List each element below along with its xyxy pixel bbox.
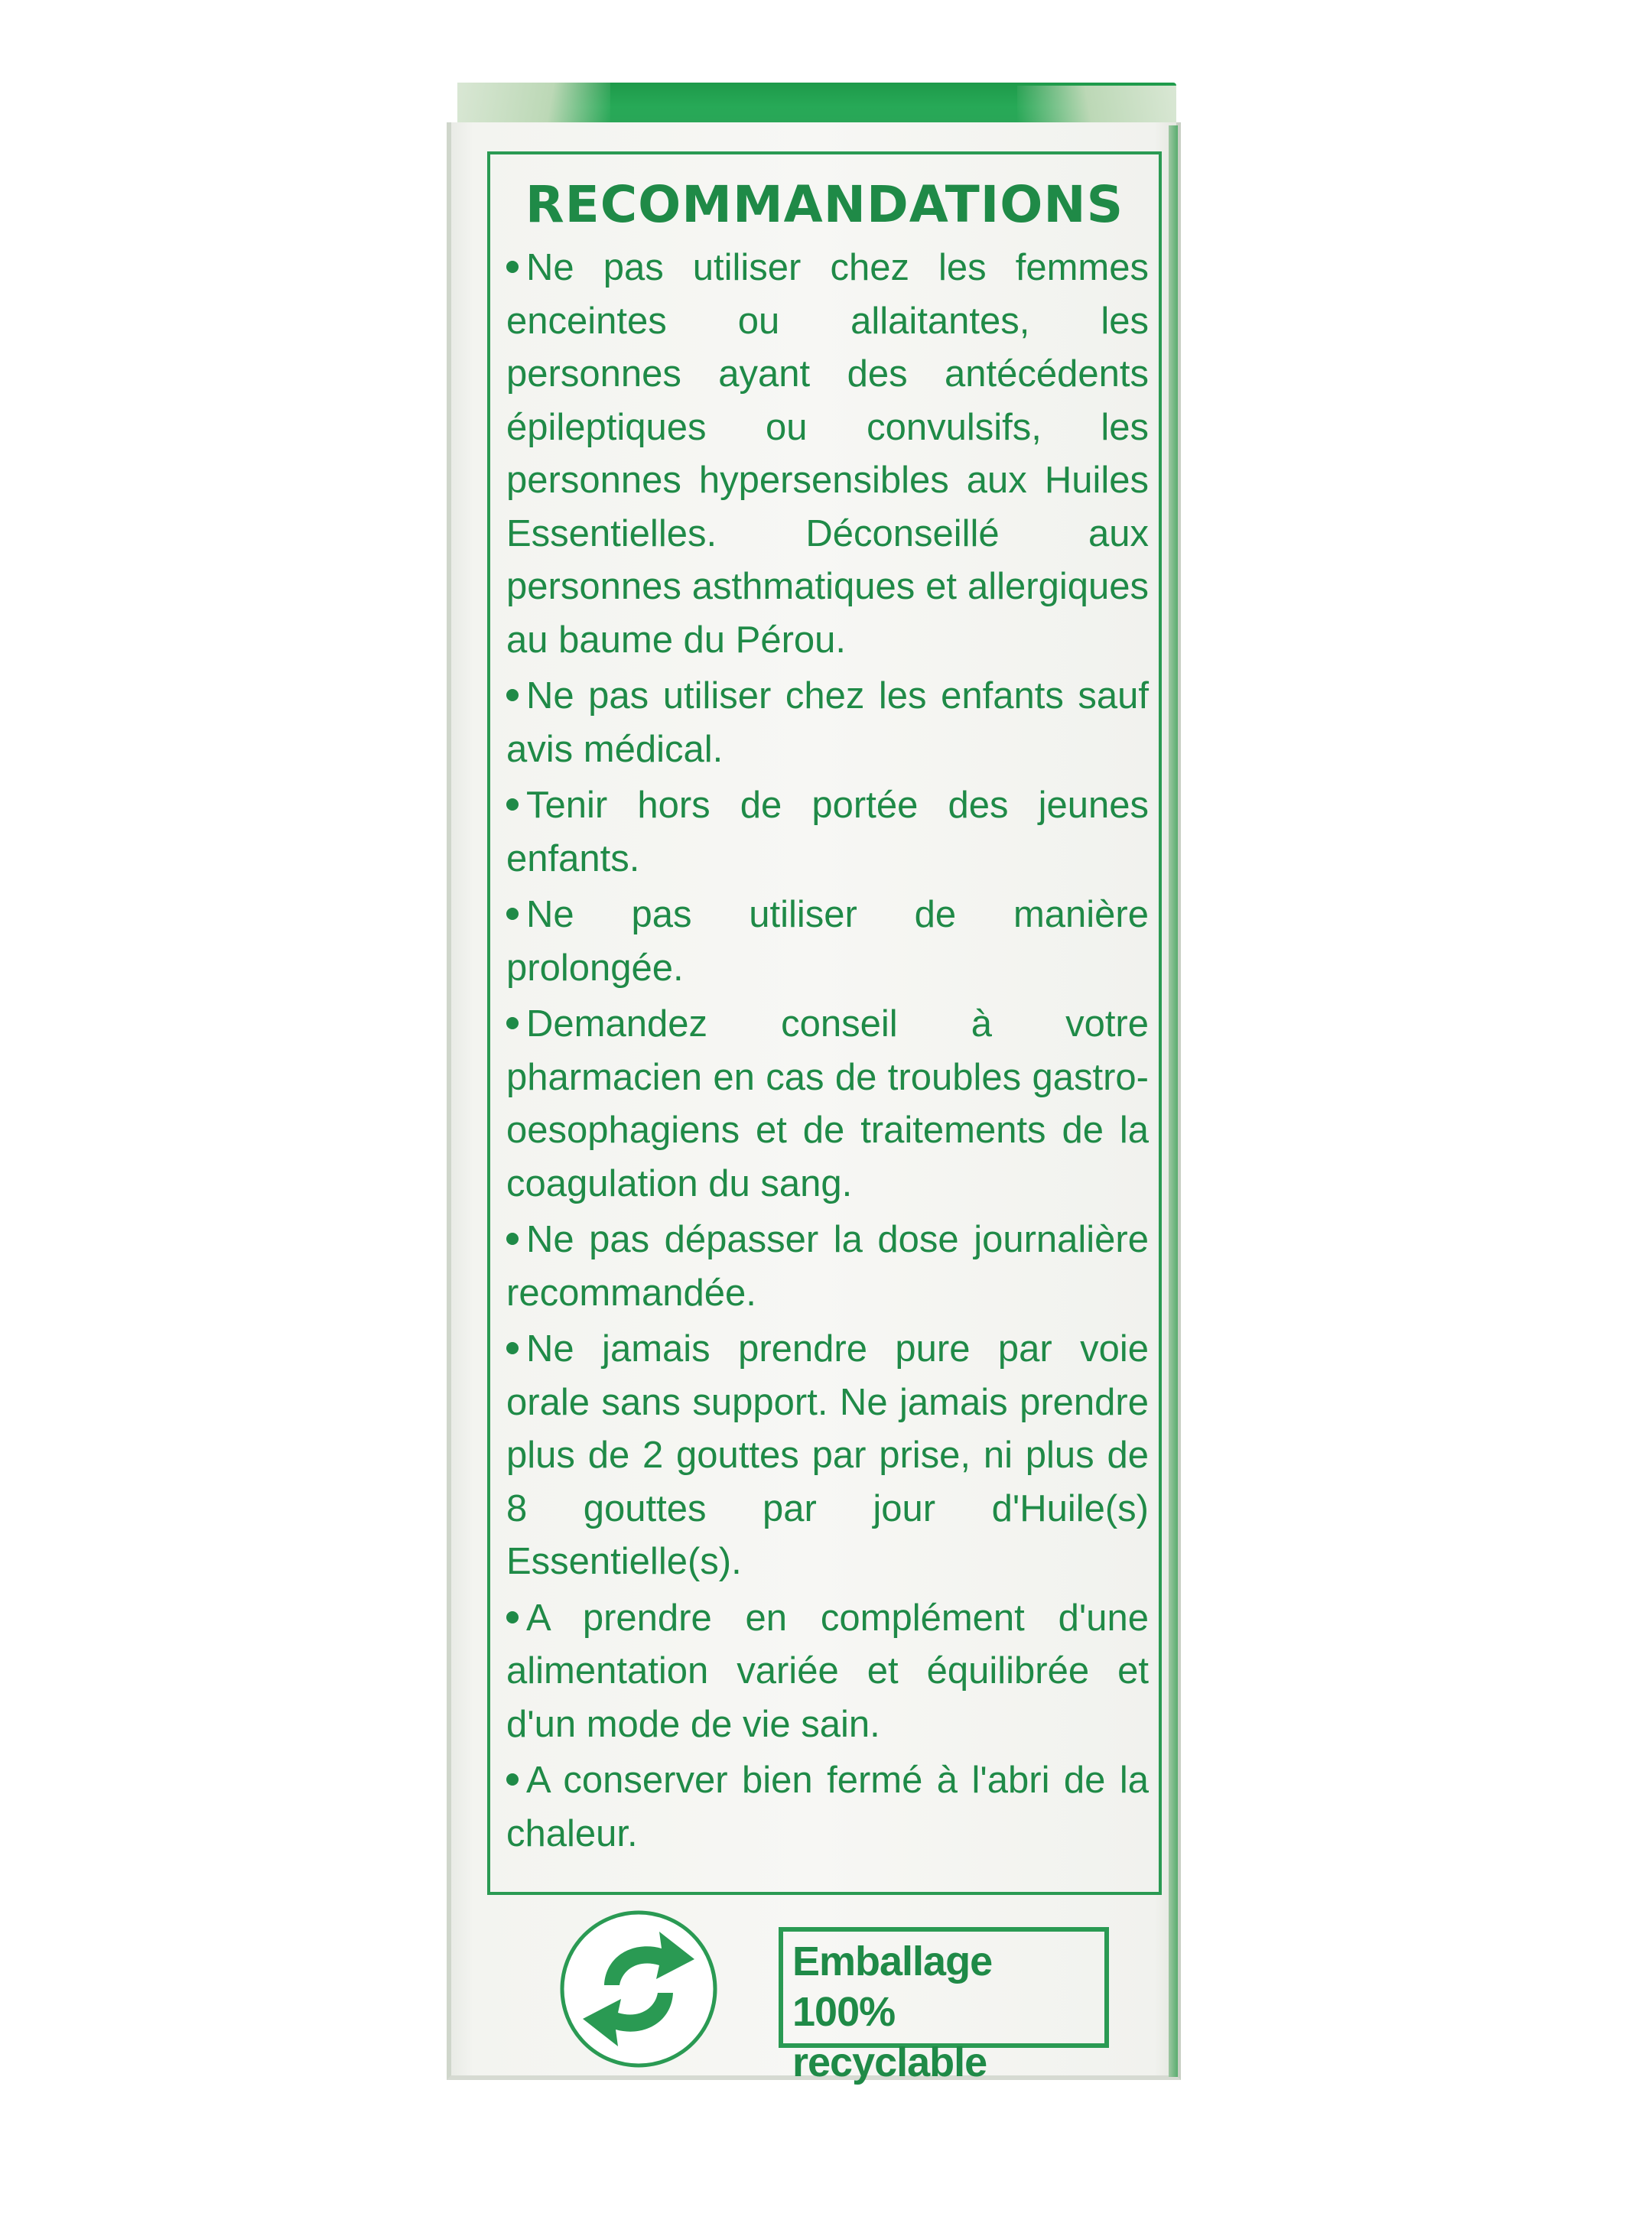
bullet-icon xyxy=(506,261,519,273)
recommendation-item xyxy=(506,779,1149,886)
recommendation-text: Ne jamais prendre pure par voie orale sans support. Ne jamais prendre plus de 2 gouttes par prise, ni plus de 8 gouttes par jour d'Huile(s) Essentielle(s). xyxy=(506,1328,1149,1582)
bullet-icon xyxy=(506,1017,519,1029)
recommendation-item xyxy=(506,242,1149,667)
recycling-label-line1: Emballage xyxy=(792,1939,993,1984)
bullet-icon xyxy=(506,798,519,811)
recommendation-item xyxy=(506,998,1149,1211)
recommendation-item xyxy=(506,1592,1149,1752)
recommendation-text: Demandez conseil à votre pharmacien en cas de troubles gastro-oesophagiens et de traitements de la coagulation du sang. xyxy=(506,1003,1149,1204)
recommendation-item xyxy=(506,1214,1149,1320)
recommendation-text: A conserver bien fermé à l'abri de la chaleur. xyxy=(506,1760,1149,1854)
box-right-edge xyxy=(1169,125,1178,2077)
recommendation-text: Tenir hors de portée des jeunes enfants. xyxy=(506,785,1149,879)
recommendation-text: Ne pas utiliser de manière prolongée. xyxy=(506,894,1149,989)
recommendation-text: Ne pas utiliser chez les enfants sauf avis médical. xyxy=(506,675,1149,770)
box-top-flap-highlight-right xyxy=(1017,86,1176,124)
recommendations-list xyxy=(506,242,1149,1864)
recommendation-text: A prendre en complément d'une alimentation variée et équilibrée et d'un mode de vie sain. xyxy=(506,1597,1149,1745)
recommendation-text: Ne pas utiliser chez les femmes enceintes ou allaitantes, les personnes ayant des antécédents épileptiques ou convulsifs, les personnes hypersensibles aux Huiles Essentielles. Déconseillé aux personnes asthmatiques et allergiques au baume du Pérou. xyxy=(506,247,1149,661)
recommendation-text: Ne pas dépasser la dose journalière recommandée. xyxy=(506,1219,1149,1314)
recommendations-title: RECOMMANDATIONS xyxy=(525,175,1124,234)
recommendation-item xyxy=(506,1323,1149,1589)
green-dot-recycle-icon xyxy=(558,1909,719,2069)
box-top-flap-highlight-left xyxy=(457,83,610,127)
bullet-icon xyxy=(506,1611,519,1623)
recycling-label xyxy=(792,1936,1098,2088)
recommendation-item xyxy=(506,1754,1149,1861)
bullet-icon xyxy=(506,1233,519,1245)
bullet-icon xyxy=(506,908,519,920)
recommendation-item xyxy=(506,889,1149,995)
recycling-label-line2: 100% recyclable xyxy=(792,1989,987,2085)
recommendation-item xyxy=(506,670,1149,776)
bullet-icon xyxy=(506,689,519,701)
bullet-icon xyxy=(506,1342,519,1354)
bullet-icon xyxy=(506,1773,519,1786)
